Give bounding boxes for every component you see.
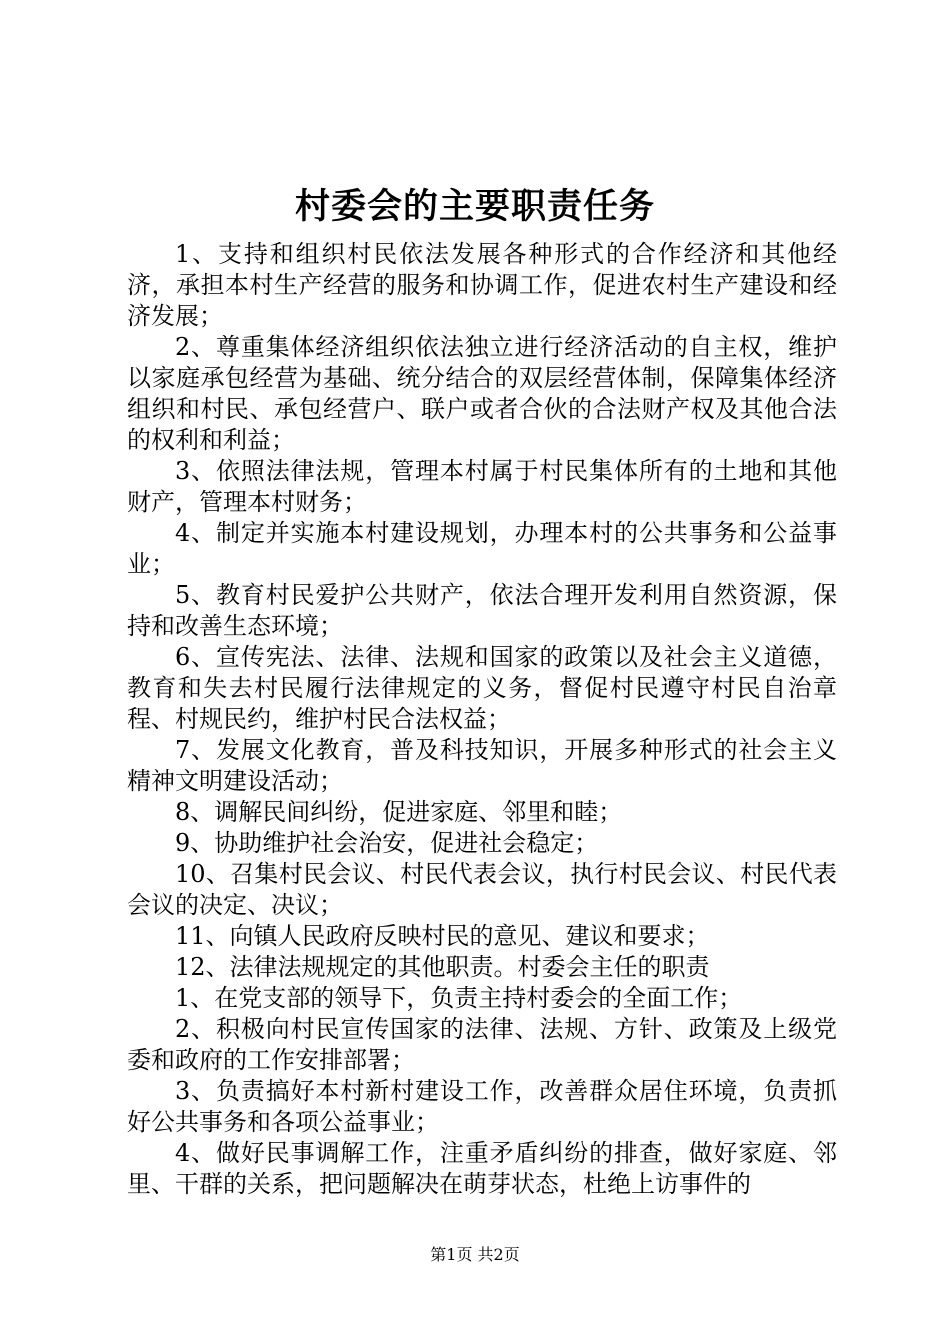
paragraph: 5、教育村民爱护公共财产，依法合理开发利用自然资源，保持和改善生态环境； <box>127 581 837 640</box>
paragraph: 8、调解民间纠纷，促进家庭、邻里和睦； <box>175 798 623 826</box>
paragraph: 2、积极向村民宣传国家的法律、法规、方针、政策及上级党委和政府的工作安排部署； <box>127 1015 837 1074</box>
paragraph: 12、法律法规规定的其他职责。村委会主任的职责 <box>175 953 710 981</box>
paragraph: 7、发展文化教育，普及科技知识，开展多种形式的社会主义精神文明建设活动； <box>127 736 837 795</box>
paragraph: 2、尊重集体经济组织依法独立进行经济活动的自主权，维护以家庭承包经营为基础、统分结合的双层经营体制，保障集体经济组织和村民、承包经营户、联户或者合伙的合法财产权及其他合法的权利和利益； <box>127 333 837 454</box>
paragraph: 4、制定并实施本村建设规划，办理本村的公共事务和公益事业； <box>127 519 837 578</box>
document-title: 村委会的主要职责任务 <box>294 186 655 227</box>
paragraph: 1、支持和组织村民依法发展各种形式的合作经济和其他经济，承担本村生产经营的服务和协调工作，促进农村生产建设和经济发展； <box>127 240 837 330</box>
paragraph: 6、宣传宪法、法律、法规和国家的政策以及社会主义道德，教育和失去村民履行法律规定的义务，督促村民遵守村民自治章程、村规民约，维护村民合法权益； <box>127 643 837 733</box>
paragraph: 1、在党支部的领导下，负责主持村委会的全面工作； <box>175 984 743 1012</box>
page-footer: 第1页 共2页 <box>430 1245 520 1264</box>
paragraph: 9、协助维护社会治安，促进社会稳定； <box>175 829 599 857</box>
paragraph: 3、依照法律法规，管理本村属于村民集体所有的土地和其他财产，管理本村财务； <box>127 457 837 516</box>
paragraph: 4、做好民事调解工作，注重矛盾纠纷的排查，做好家庭、邻里、干群的关系，把问题解决在萌芽状态，杜绝上访事件的 <box>127 1139 837 1198</box>
paragraph: 10、召集村民会议、村民代表会议，执行村民会议、村民代表会议的决定、决议； <box>127 860 837 919</box>
paragraph: 11、向镇人民政府反映村民的意见、建议和要求； <box>175 922 710 950</box>
document-body <box>127 239 837 1200</box>
paragraph: 3、负责搞好本村新村建设工作，改善群众居住环境，负责抓好公共事务和各项公益事业； <box>127 1077 837 1136</box>
